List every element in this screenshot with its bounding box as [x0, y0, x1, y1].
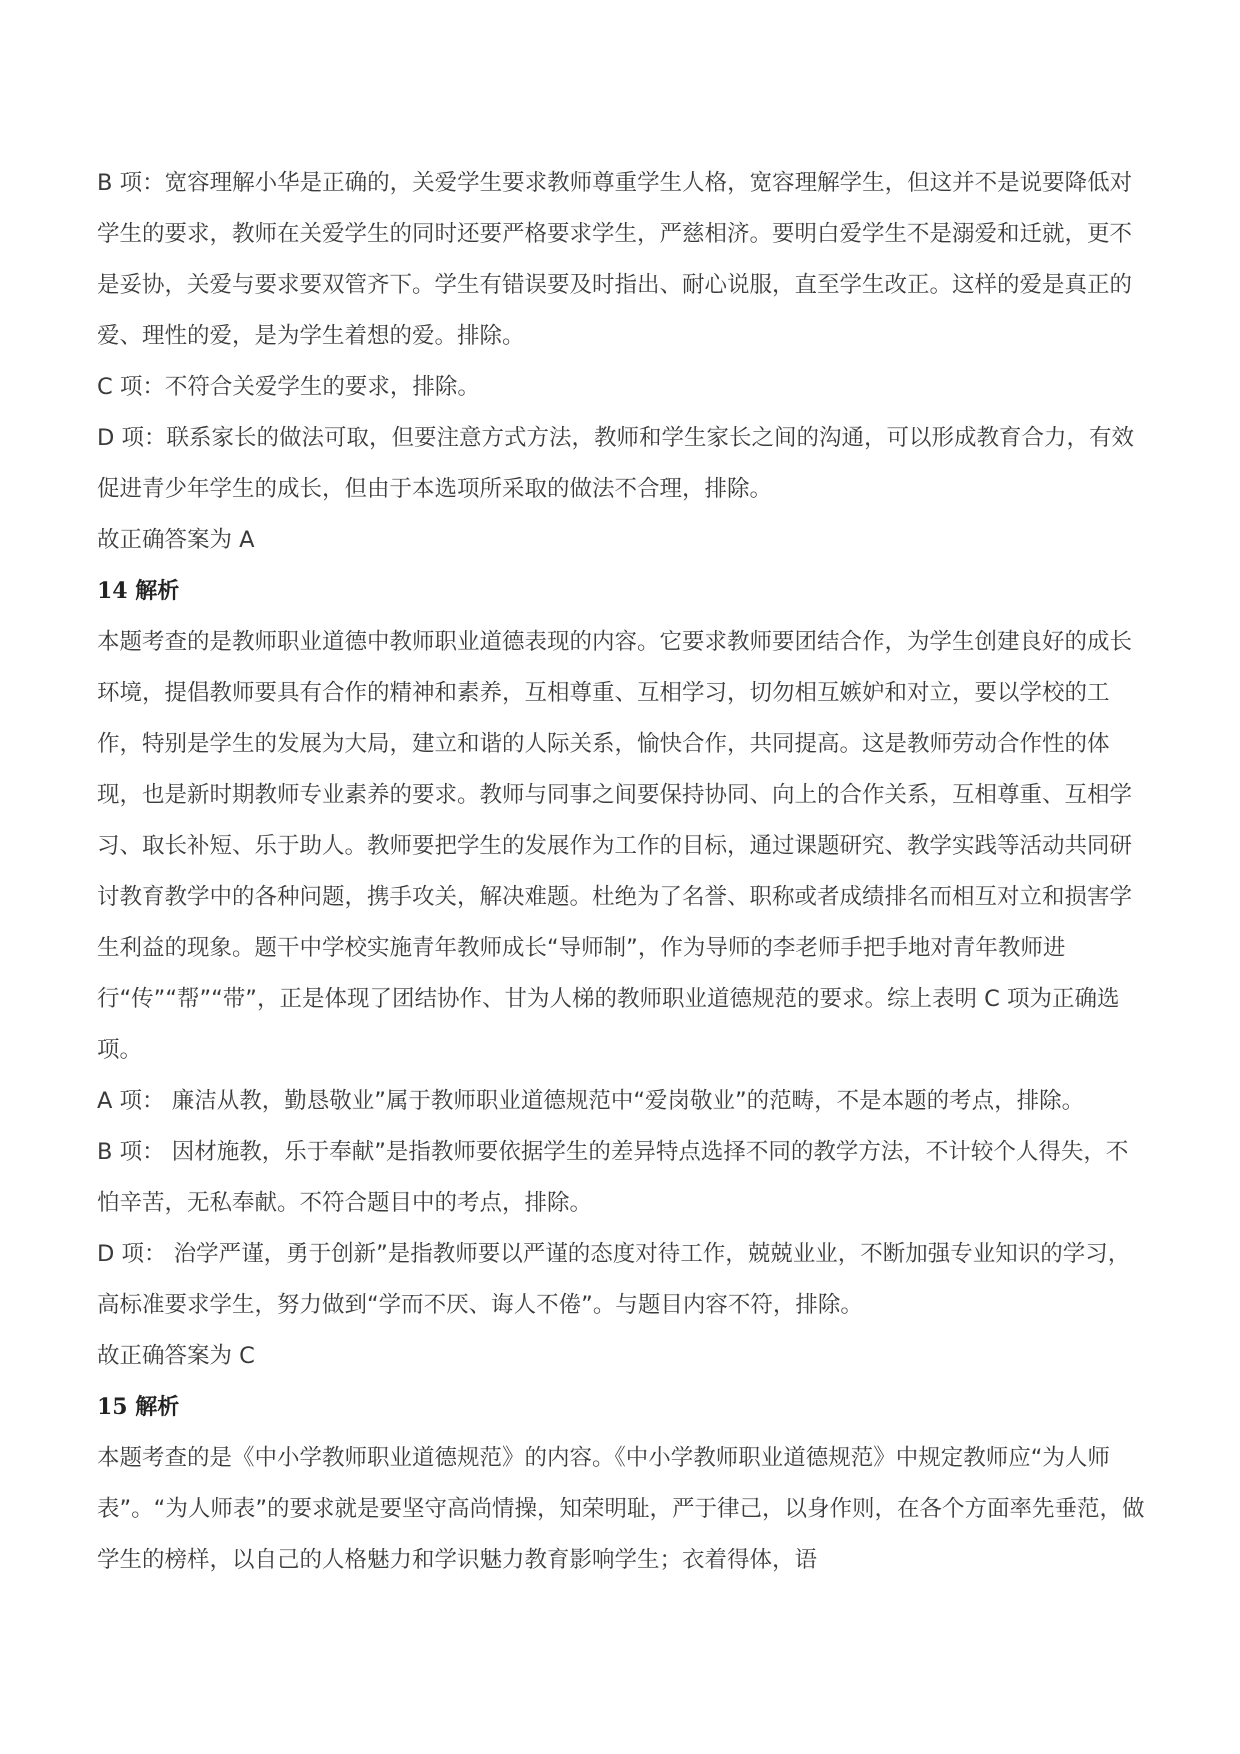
paragraph-option-b: B 项：宽容理解小华是正确的，关爱学生要求教师尊重学生人格，宽容理解学生，但这并不是说要降低对学生的要求，教师在关爱学生的同时还要严格要求学生，严慈相济。要明白爱学生不是溺爱和迁就，更不是妥协，关爱与要求要双管齐下。学生有错误要及时指出、耐心说服，直至学生改正。这样的爱是真正的爱、理性的爱，是为学生着想的爱。排除。 [97, 170, 1133, 349]
paragraph-option-d: D 项：联系家长的做法可取，但要注意方式方法，教师和学生家长之间的沟通，可以形成教育合力，有效促进青少年学生的成长，但由于本选项所采取的做法不合理，排除。 [97, 425, 1134, 502]
paragraph-option-b: B 项： 因材施教，乐于奉献”是指教师要依据学生的差异特点选择不同的教学方法，不计较个人得失，不怕辛苦，无私奉献。不符合题目中的考点，排除。 [97, 1139, 1129, 1216]
paragraph-analysis-15: 本题考查的是《中小学教师职业道德规范》的内容。《中小学教师职业道德规范》中规定教师应“为人师表”。“为人师表”的要求就是要坚守高尚情操，知荣明耻，严于律己，以身作则，在各个方面率先垂范，做学生的榜样，以自己的人格魅力和学识魅力教育影响学生；衣着得体，语 [97, 1445, 1145, 1573]
document-page [97, 158, 1147, 1586]
section-heading-15: 15 解析 [97, 1394, 180, 1420]
paragraph-option-a: A 项： 廉洁从教，勤恳敬业”属于教师职业道德规范中“爱岗敬业”的范畴，不是本题的考点，排除。 [97, 1088, 1085, 1114]
section-heading-14: 14 解析 [97, 578, 180, 604]
answer-line: 故正确答案为 C [97, 1343, 255, 1369]
paragraph-analysis-14: 本题考查的是教师职业道德中教师职业道德表现的内容。它要求教师要团结合作，为学生创建良好的成长环境，提倡教师要具有合作的精神和素养，互相尊重、互相学习，切勿相互嫉妒和对立，要以学校的工作，特别是学生的发展为大局，建立和谐的人际关系，愉快合作，共同提高。这是教师劳动合作性的体现，也是新时期教师专业素养的要求。教师与同事之间要保持协同、向上的合作关系，互相尊重、互相学习、取长补短、乐于助人。教师要把学生的发展作为工作的目标，通过课题研究、教学实践等活动共同研讨教育教学中的各种问题，携手攻关，解决难题。杜绝为了名誉、职称或者成绩排名而相互对立和损害学生利益的现象。题干中学校实施青年教师成长“导师制”，作为导师的李老师手把手地对青年教师进行“传”“帮”“带”，正是体现了团结协作、甘为人梯的教师职业道德规范的要求。综上表明 C 项为正确选项。 [97, 629, 1133, 1063]
answer-line: 故正确答案为 A [97, 527, 255, 553]
paragraph-option-c: C 项：不符合关爱学生的要求，排除。 [97, 374, 480, 400]
paragraph-option-d: D 项： 治学严谨，勇于创新”是指教师要以严谨的态度对待工作，兢兢业业，不断加强专业知识的学习，高标准要求学生，努力做到“学而不厌、诲人不倦”。与题目内容不符，排除。 [97, 1241, 1131, 1318]
